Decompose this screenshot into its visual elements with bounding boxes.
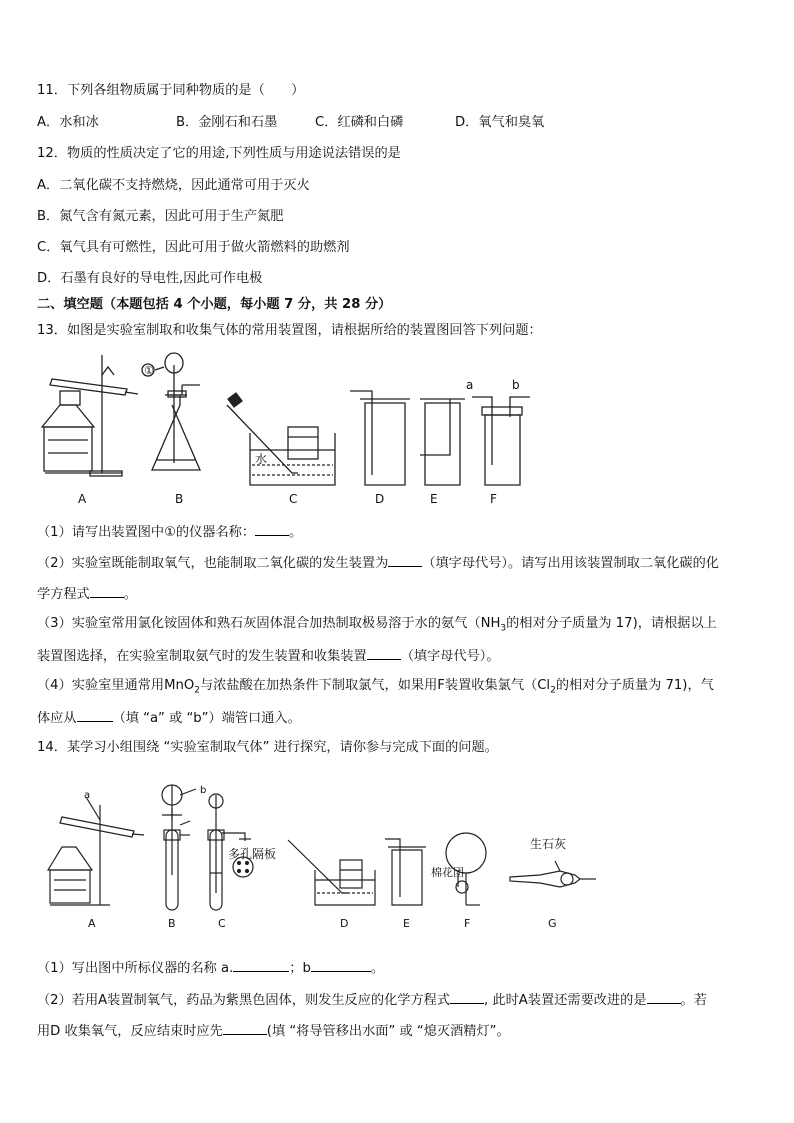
q13-part4-sub1: 2 [194,685,200,696]
q13-mark-1: ① [144,364,154,377]
q14-label-e: E [403,917,410,930]
q12-option-a: A．二氧化碳不支持燃烧，因此通常可用于灭火 [37,178,310,193]
q11-stem: 11．下列各组物质属于同种物质的是（ ） [37,83,305,98]
q13-mark-a: a [466,378,474,392]
q14-blank-3[interactable] [647,990,681,1004]
q14-part2-text-b: , 此时A装置还需要改进的是 [484,993,647,1008]
q14-lime-label: 生石灰 [530,837,567,851]
q13-part3-text-c: 装置图选择，在实验室制取氨气时的发生装置和收集装置 [37,649,367,664]
q11-option-c: C．红磷和白磷 [315,115,404,130]
q13-part4 [37,677,714,700]
q14-part1-text-a: （1）写出图中所标仪器的名称 a. [37,961,234,976]
q13-blank-5[interactable] [77,708,113,722]
q14-blank-b[interactable] [311,958,371,972]
q13-part3-text-b: 的相对分子质量为 17)，请根据以上 [506,616,717,631]
q13-part3-text-a: （3）实验室常用氯化铵固体和熟石灰固体混合加热制取极易溶于水的氨气（NH [37,616,501,631]
q14-blank-2[interactable] [450,990,484,1004]
q11-option-d: D．氧气和臭氧 [455,115,545,130]
q14-part1-text-b: ；b [289,961,311,976]
q13-part4-text-a: （4）实验室里通常用MnO [37,678,195,693]
q13-part4-cont [37,708,301,728]
q13-part3-sub: 3 [500,623,507,634]
q14-part3-text-a: 用D 收集氧气，反应结束时应先 [37,1024,223,1039]
q14-cotton-label: 棉花团 [431,866,464,879]
q13-label-f: F [490,492,497,505]
q13-water-label: 水 [255,452,268,466]
q11-option-a: A．水和冰 [37,115,99,130]
q12-option-c: C．氧气具有可燃性，因此可用于做火箭燃料的助燃剂 [37,240,350,255]
q14-label-g: G [548,917,557,930]
q13-part2 [37,553,719,573]
q13-part4-text-e: （填 “a” 或 “b”）端管口通入。 [112,711,301,726]
q13-stem: 13．如图是实验室制取和收集气体的常用装置图，请根据所给的装置图回答下列问题： [37,323,542,338]
q13-label-d: D [375,492,385,505]
q13-part3-cont [37,646,500,666]
q13-label-b: B [175,492,184,505]
q14-label-b: B [168,917,176,930]
q14-part1-end: 。 [370,961,385,976]
q14-part3-text-b: (填 “将导管移出水面” 或 “熄灭酒精灯”。 [266,1024,510,1039]
q14-part3 [37,1021,510,1041]
q13-part4-text-c: 的相对分子质量为 71)，气 [555,678,714,693]
section-heading: 二、填空题（本题包括 4 个小题，每小题 7 分，共 28 分） [37,297,392,312]
q13-apparatus-figure [30,345,560,505]
q13-part1 [37,522,302,542]
q13-part4-text-d: 体应从 [37,711,77,726]
q14-blank-4[interactable] [223,1021,267,1035]
q11-option-b: B．金刚石和石墨 [176,115,278,130]
q13-part4-text-b: 与浓盐酸在加热条件下制取氯气，如果用F装置收集氯气（Cl [199,678,551,693]
q13-part2-text-a: （2）实验室既能制取氧气，也能制取二氧化碳的发生装置为 [37,556,389,571]
q13-part4-sub2: 2 [550,685,556,696]
q14-part2-text-c: 。若 [680,993,707,1008]
q13-part2-text-b: （填字母代号）。请写出用该装置制取二氧化碳的化 [422,556,719,571]
q13-part2-text-c: 学方程式 [37,587,90,602]
q13-part1-end: 。 [289,525,303,540]
q14-mark-b: b [200,785,207,796]
q14-stem: 14．某学习小组围绕 “实验室制取气体” 进行探究，请你参与完成下面的问题。 [37,740,498,755]
q12-stem: 12．物质的性质决定了它的用途,下列性质与用途说法错误的是 [37,146,401,161]
q13-part3-end: （填字母代号）。 [400,649,500,664]
q14-part1 [37,958,384,978]
q14-blank-a[interactable] [233,958,289,972]
q14-plate-label: 多孔隔板 [228,847,277,861]
q13-part3 [37,615,717,638]
q13-mark-b: b [512,378,520,392]
q14-part2-text-a: （2）若用A装置制氧气，药品为紫黑色固体，则发生反应的化学方程式 [37,993,451,1008]
q13-blank-1[interactable] [255,522,289,536]
q13-part2-end: 。 [123,587,137,602]
q13-label-e: E [430,492,438,505]
q12-option-b: B．氮气含有氮元素，因此可用于生产氮肥 [37,209,284,224]
q13-blank-4[interactable] [367,646,401,660]
q13-label-a: A [78,492,87,505]
q13-part1-text: （1）请写出装置图中①的仪器名称： [37,525,256,540]
q13-blank-2[interactable] [388,553,422,567]
q14-label-a: A [88,917,96,930]
q13-part2-cont [37,584,137,604]
q14-apparatus-figure [40,775,600,935]
q12-option-d: D．石墨有良好的导电性,因此可作电极 [37,271,263,286]
q14-label-c: C [218,917,226,930]
q14-label-f: F [464,917,471,930]
q14-mark-a: a [84,790,91,801]
q13-label-c: C [289,492,298,505]
q14-part2 [37,990,707,1010]
q13-blank-3[interactable] [90,584,124,598]
q14-label-d: D [340,917,349,930]
